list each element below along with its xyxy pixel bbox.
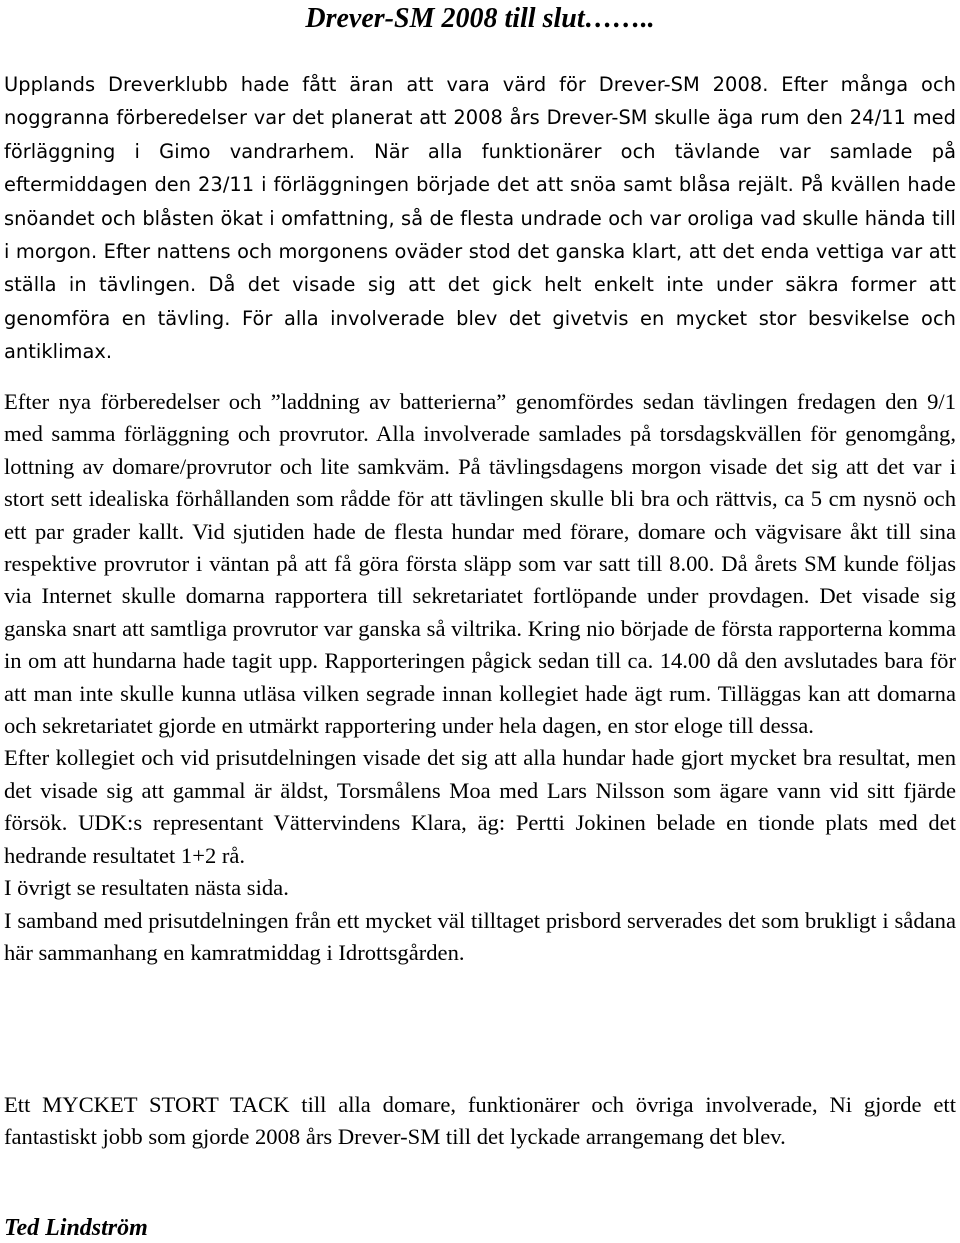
paragraph-thanks: Ett MYCKET STORT TACK till alla domare, funktionärer och övriga involverade, Ni gjorde ett fantastiskt jobb som gjorde 2008 års Drever-SM till det lyckade arrangemang det blev.	[4, 1092, 956, 1150]
paragraph-intro	[4, 68, 956, 369]
paragraph-results: Efter kollegiet och vid prisutdelningen visade det sig att alla hundar hade gjort mycket bra resultat, men det visade sig att gammal är äldst, Torsmålens Moa med Lars Nilsson som ägare vann vid sitt fjärde försök. UDK:s representant Vättervindens Klara, äg: Pertti Jokinen belade en tionde plats med det hedrande resultatet 1+2 rå.	[4, 745, 956, 868]
paragraph-competition	[4, 386, 956, 969]
page-title: Drever-SM 2008 till slut……..	[305, 3, 655, 34]
paragraph-intro-text: Upplands Dreverklubb hade fått äran att vara värd för Drever-SM 2008. Efter många och noggranna förberedelser var det planerat att 2008 års Drever-SM skulle äga rum den 24/11 med förläggning i Gimo vandrarhem. När alla funktionärer och tävlande var samlade på eftermiddagen den 23/11 i förläggningen började det att snöa samt blåsa rejält. På kvällen hade snöandet och blåsten ökat i omfattning, så de flesta undrade och var oroliga vad skulle hända till i morgon. Efter nattens och morgonens oväder stod det ganska klart, att det enda vettiga var att ställa in tävlingen. Då det visade sig att det gick helt enkelt inte under säkra former att genomföra en tävling. För alla involverade blev det givetvis en mycket stor besvikelse och antiklimax.	[4, 73, 956, 364]
author-signature: Ted Lindström	[4, 1215, 148, 1241]
paragraph-dinner: I samband med prisutdelningen från ett mycket väl tilltaget prisbord serverades det som brukligt i sådana här sammanhang en kamratmiddag i Idrottsgården.	[4, 907, 956, 965]
paragraph-see-results: I övrigt se resultaten nästa sida.	[4, 875, 289, 901]
paragraph-competition-day: Efter nya förberedelser och ”laddning av batterierna” genomfördes sedan tävlingen fredagen den 9/1 med samma förläggning och provrutor. Alla involverade samlades på torsdagskvällen för genomgång, lottning av domare/provrutor och lite samkväm. På tävlingsdagens morgon visade det sig att det var i stort sett idealiska förhållanden som rådde för att tävlingen skulle bli bra och rättvis, ca 5 cm nysnö och ett par grader kallt. Vid sjutiden hade de flesta hundar med förare, domare och vägvisare åkt till sina respektive provrutor i väntan på att få göra första släpp som var satt till 8.00. Då årets SM kunde följas via Internet skulle domarna rapportera till sekretariatet fortlöpande under provdagen. Det visade sig ganska snart att samtliga provrutor var ganska så viltrika. Kring nio började de första rapporterna komma in om att hundarna hade tagit upp. Rapporteringen pågick sedan till ca. 14.00 då den avslutades bara för att man inte skulle kunna utläsa vilken segrade innan kollegiet hade ägt rum. Tilläggas kan att domarna och sekretariatet gjorde en utmärkt rapportering under hela dagen, en stor eloge till dessa.	[4, 389, 956, 739]
